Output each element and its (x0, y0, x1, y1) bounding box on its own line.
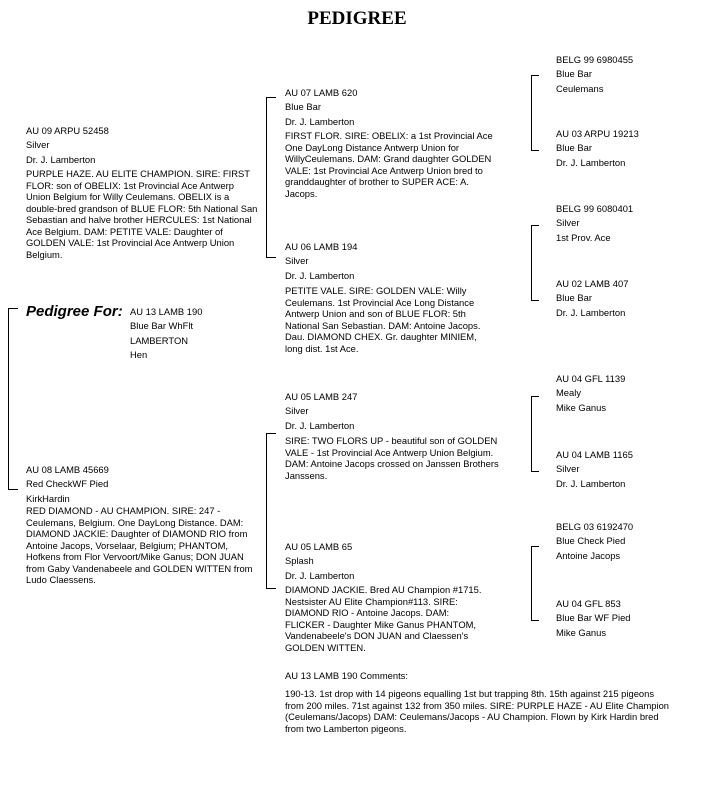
ggp-color: Blue Check Pied (556, 535, 626, 547)
connector-line (531, 620, 539, 621)
connector-line (8, 489, 18, 490)
connector-line (531, 75, 532, 151)
connector-line (8, 308, 18, 309)
page-title: PEDIGREE (307, 8, 407, 29)
dam-description: RED DIAMOND - AU CHAMPION. SIRE: 247 - Ceulemans, Belgium. One DayLong Distance. DAM: DIAMOND JACKIE: Daughter of DIAMOND RIO from Antoine Jacops, Vorselaar, Belgium; PHANTOM, Hofkens from Flor Vervoort/Mike Ganus; DON JUAN from Gaby Vandenabeele and GOLDEN WITTEN from Ludo Claessens. (26, 505, 253, 585)
ggp-breeder: Dr. J. Lamberton (556, 306, 626, 318)
gp-ss-block (285, 86, 357, 129)
gp-sd-band: AU 06 LAMB 194 (285, 241, 358, 252)
gp-sd-block (285, 240, 357, 283)
connector-line (266, 588, 276, 589)
ggp-color: Silver (556, 217, 580, 229)
gp-ss-color: Blue Bar (285, 101, 321, 113)
connector-line (266, 433, 267, 589)
ggp-color: Blue Bar (556, 142, 592, 154)
ggp-breeder: Mike Ganus (556, 401, 607, 413)
sire-block (26, 124, 109, 167)
ggp-block (556, 277, 628, 320)
gp-ss-breeder: Dr. J. Lamberton (285, 115, 355, 127)
ggp-band: BELG 99 6080401 (556, 203, 634, 214)
gp-dd-breeder: Dr. J. Lamberton (285, 569, 355, 581)
sire-breeder: Dr. J. Lamberton (26, 153, 96, 165)
subject-breeder: LAMBERTON (130, 334, 189, 346)
connector-line (531, 546, 539, 547)
gp-ds-color: Silver (285, 405, 309, 417)
gp-ss-band: AU 07 LAMB 620 (285, 87, 358, 98)
connector-line (531, 225, 539, 226)
gp-dd-block (285, 540, 354, 583)
ggp-block (556, 202, 633, 245)
ggp-breeder: Mike Ganus (556, 626, 607, 638)
ggp-band: AU 03 ARPU 19213 (556, 128, 639, 139)
connector-line (531, 546, 532, 621)
dam-band: AU 08 LAMB 45669 (26, 464, 109, 475)
gp-dd-band: AU 05 LAMB 65 (285, 541, 353, 552)
connector-line (8, 308, 9, 490)
ggp-band: AU 02 LAMB 407 (556, 278, 629, 289)
ggp-block (556, 597, 631, 640)
ggp-band: BELG 03 6192470 (556, 521, 634, 532)
ggp-breeder: Dr. J. Lamberton (556, 477, 626, 489)
ggp-color: Blue Bar (556, 68, 592, 80)
connector-line (531, 396, 532, 472)
ggp-breeder: Antoine Jacops (556, 549, 621, 561)
sire-color: Silver (26, 139, 50, 151)
connector-line (531, 471, 539, 472)
gp-ss-description: FIRST FLOR. SIRE: OBELIX: a 1st Provincial Ace One DayLong Distance Antwerp Union for WillyCeulemans. DAM: Grand daughter GOLDEN VALE: 1st Provincial Ace Antwerp Union bred to granddaughter of brother to SUPER ACE: A. Jacops. (285, 130, 493, 199)
pedigree-for-label: Pedigree For: (26, 303, 123, 320)
ggp-breeder: 1st Prov. Ace (556, 231, 611, 243)
gp-sd-description: PETITE VALE. SIRE: GOLDEN VALE: Willy Ceulemans. 1st Provincial Ace Long Distance Antwerp Union and son of BLUE FLOR: 5th National San Sebastian. DAM: Antoine Jacops. Dau. DIAMOND CHEX. Gr. daughter MINIEM, long dist. 1st Ace. (285, 285, 481, 354)
dam-color: Red CheckWF Pied (26, 478, 109, 490)
sire-band: AU 09 ARPU 52458 (26, 125, 109, 136)
gp-dd-color: Splash (285, 555, 314, 567)
subject-sex: Hen (130, 349, 148, 361)
subject-band: AU 13 LAMB 190 (130, 306, 203, 317)
ggp-block (556, 448, 633, 491)
dam-block (26, 463, 109, 506)
ggp-band: AU 04 GFL 1139 (556, 373, 626, 384)
gp-sd-color: Silver (285, 255, 309, 267)
ggp-block (556, 53, 633, 96)
ggp-color: Silver (556, 463, 580, 475)
gp-ds-description: SIRE: TWO FLORS UP - beautiful son of GOLDEN VALE - 1st Provincial Ace Antwerp Union Belgium. DAM: Antoine Jacops crossed on Janssen Brothers Janssens. (285, 435, 499, 481)
connector-line (531, 150, 539, 151)
ggp-block (556, 127, 639, 170)
subject-block (130, 305, 202, 363)
ggp-color: Blue Bar WF Pied (556, 612, 631, 624)
comments-text: 190-13. 1st drop with 14 pigeons equalling 1st but trapping 8th. 15th against 215 pigeons from 200 miles. 71st against 132 from 350 miles. SIRE: PURPLE HAZE - AU Elite Champion (Ceulemans/Jacops) DAM: Ceulemans/Jacops - AU Champion. Flown by Kirk Hardin bred from two Lamberton pigeons. (285, 688, 670, 734)
comments-heading: AU 13 LAMB 190 Comments: (285, 670, 408, 681)
gp-ds-band: AU 05 LAMB 247 (285, 391, 358, 402)
ggp-breeder: Dr. J. Lamberton (556, 156, 626, 168)
gp-ds-block (285, 390, 357, 433)
subject-color: Blue Bar WhFlt (130, 320, 194, 332)
gp-sd-breeder: Dr. J. Lamberton (285, 269, 355, 281)
ggp-band: AU 04 GFL 853 (556, 598, 621, 609)
connector-line (266, 97, 267, 258)
connector-line (531, 225, 532, 301)
ggp-color: Blue Bar (556, 292, 592, 304)
sire-description: PURPLE HAZE. AU ELITE CHAMPION. SIRE: FIRST FLOR: son of OBELIX: 1st Provincial Ace Antwerp Union Belgium for Willy Ceulemans. OBELIX is a double-bred grandson of BLUE FLOR: 5th National San Sebastian and halve brother HERCULES: 1st National Ace Belgium. DAM: PETITE VALE: Daughter of GOLDEN VALE: 1st Provincial Ace Antwerp Union Belgium. (26, 168, 258, 260)
ggp-block (556, 372, 625, 415)
dam-breeder: KirkHardin (26, 492, 70, 504)
connector-line (266, 97, 276, 98)
gp-ds-breeder: Dr. J. Lamberton (285, 419, 355, 431)
connector-line (531, 75, 539, 76)
ggp-band: BELG 99 6980455 (556, 54, 634, 65)
connector-line (531, 300, 539, 301)
gp-dd-description: DIAMOND JACKIE. Bred AU Champion #1715. Nestsister AU Elite Champion#113. SIRE: DIAMOND RIO - Antoine Jacops. DAM: FLICKER - Daughter Mike Ganus PHANTOM, Vandenabeele's DON JUAN and Claessen's GOLDEN WITTEN. (285, 584, 482, 653)
connector-line (531, 396, 539, 397)
ggp-band: AU 04 LAMB 1165 (556, 449, 633, 460)
ggp-color: Mealy (556, 387, 582, 399)
ggp-block (556, 520, 633, 563)
ggp-breeder: Ceulemans (556, 82, 604, 94)
connector-line (266, 257, 276, 258)
connector-line (266, 433, 276, 434)
